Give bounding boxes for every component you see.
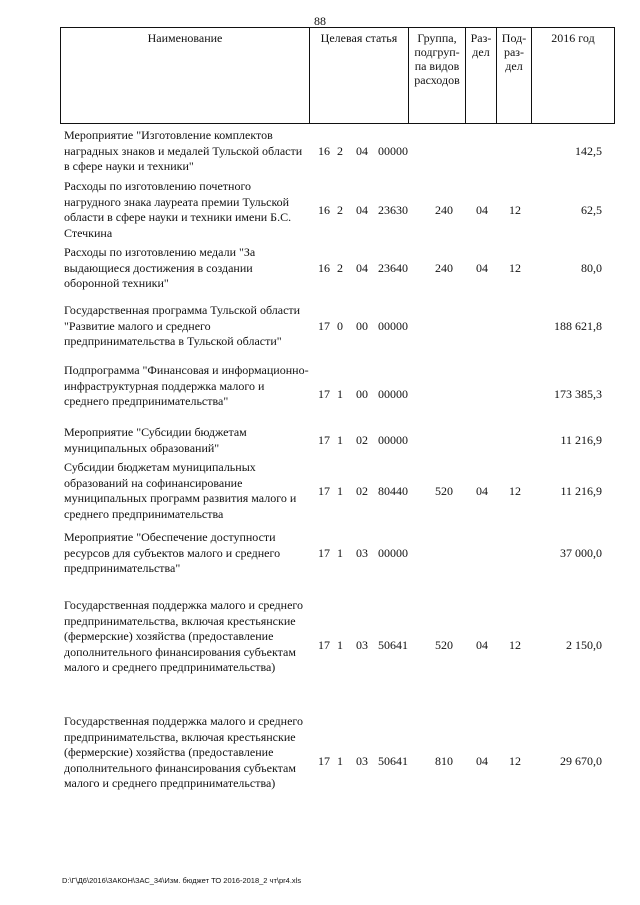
header-section: Раз- дел [466,28,497,124]
expense-group: 520 [435,484,453,498]
code-subprogram: 1 [337,638,343,652]
code-direction: 80440 [378,484,408,498]
header-year: 2016 год [532,28,615,124]
file-path-footer: D:\Г\Д6\2016\ЗАКОН\ЗАС_34\Изм. бюджет ТО 2016-2018_2 чт\pr4.xls [62,876,302,885]
code-subprogram: 0 [337,319,343,333]
code-program: 16 [318,203,330,217]
code-program: 17 [318,754,330,768]
code-program: 17 [318,319,330,333]
section: 04 [476,203,488,217]
code-subprogram: 2 [337,203,343,217]
code-subprogram: 2 [337,261,343,275]
code-direction: 50641 [378,638,408,652]
code-subprogram: 1 [337,387,343,401]
amount-2016: 62,5 [581,203,602,217]
header-name: Наименование [61,28,310,124]
section: 04 [476,754,488,768]
code-event: 03 [356,754,368,768]
amount-2016: 37 000,0 [560,546,602,560]
code-subprogram: 1 [337,754,343,768]
code-event: 03 [356,638,368,652]
section: 04 [476,484,488,498]
code-direction: 00000 [378,433,408,447]
subsection: 12 [509,638,521,652]
amount-2016: 173 385,3 [554,387,602,401]
code-event: 04 [356,203,368,217]
expense-group: 240 [435,203,453,217]
expense-group: 810 [435,754,453,768]
row-name: Субсидии бюджетам муниципальных образований на софинансирование муниципальных программ развития малого и среднего предпринимательства [64,460,297,521]
header-subsection: Под- раз- дел [497,28,532,124]
code-direction: 23630 [378,203,408,217]
page-number: 88 [314,14,326,28]
row-name: Расходы по изготовлению почетного нагрудного знака лауреата премии Тульской области в сфере науки и техники имени Б.С. Стечкина [64,179,292,240]
amount-2016: 188 621,8 [554,319,602,333]
code-program: 17 [318,484,330,498]
row-name: Государственная поддержка малого и среднего предпринимательства, включая крестьянские (фермерские) хозяйства (предоставление дополнительного финансирования субъектам малого и среднего предпринимательства) [64,714,304,790]
code-subprogram: 1 [337,546,343,560]
table-header [60,27,615,124]
code-subprogram: 1 [337,433,343,447]
amount-2016: 11 216,9 [560,433,602,447]
amount-2016: 142,5 [575,144,602,158]
code-direction: 50641 [378,754,408,768]
amount-2016: 80,0 [581,261,602,275]
section: 04 [476,261,488,275]
code-event: 02 [356,484,368,498]
header-group: Группа, подгруп- па видов расходов [409,28,466,124]
code-subprogram: 2 [337,144,343,158]
amount-2016: 29 670,0 [560,754,602,768]
code-event: 00 [356,387,368,401]
row-name: Расходы по изготовлению медали "За выдающиеся достижения в создании оборонной техники" [64,245,256,290]
row-name: Мероприятие "Субсидии бюджетам муниципальных образований" [64,425,247,455]
row-name: Государственная поддержка малого и среднего предпринимательства, включая крестьянские (фермерские) хозяйства (предоставление дополнительного финансирования субъектам малого и среднего предпринимательства) [64,598,304,674]
row-name: Государственная программа Тульской области "Развитие малого и среднего предпринимательства в Тульской области" [64,303,301,348]
expense-group: 240 [435,261,453,275]
subsection: 12 [509,203,521,217]
code-event: 03 [356,546,368,560]
code-event: 04 [356,261,368,275]
subsection: 12 [509,484,521,498]
code-program: 17 [318,387,330,401]
expense-group: 520 [435,638,453,652]
code-event: 04 [356,144,368,158]
row-name: Мероприятие "Изготовление комплектов наградных знаков и медалей Тульской области в сфере науки и техники" [64,128,303,173]
header-target: Целевая статья [310,28,409,124]
code-event: 02 [356,433,368,447]
amount-2016: 2 150,0 [566,638,602,652]
code-direction: 00000 [378,319,408,333]
code-program: 16 [318,144,330,158]
code-program: 17 [318,638,330,652]
code-program: 17 [318,546,330,560]
row-name: Мероприятие "Обеспечение доступности ресурсов для субъектов малого и среднего предпринимательства" [64,530,281,575]
code-direction: 00000 [378,387,408,401]
code-direction: 00000 [378,144,408,158]
code-event: 00 [356,319,368,333]
subsection: 12 [509,261,521,275]
row-name: Подпрограмма "Финансовая и информационно-инфраструктурная поддержка малого и среднего предпринимательства" [64,363,309,408]
code-direction: 23640 [378,261,408,275]
subsection: 12 [509,754,521,768]
amount-2016: 11 216,9 [560,484,602,498]
code-program: 16 [318,261,330,275]
code-subprogram: 1 [337,484,343,498]
code-direction: 00000 [378,546,408,560]
code-program: 17 [318,433,330,447]
section: 04 [476,638,488,652]
